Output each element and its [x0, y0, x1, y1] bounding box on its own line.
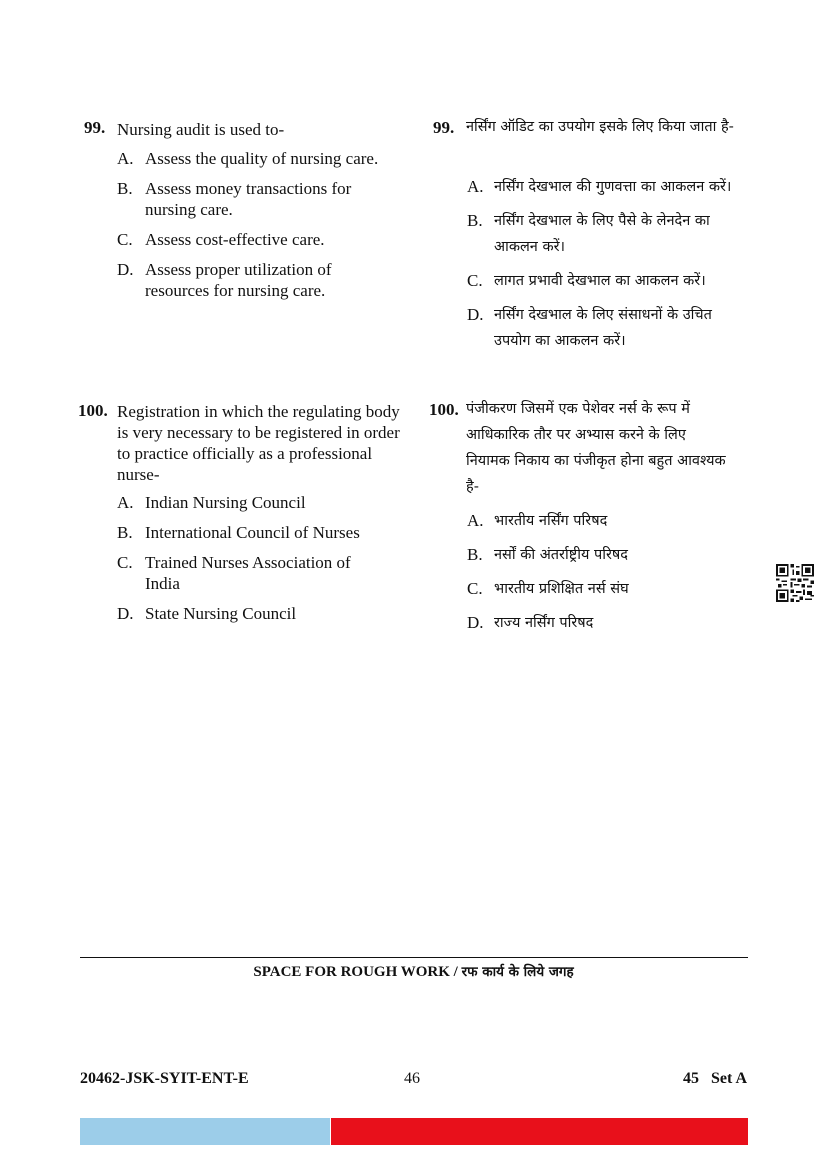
booklet-code: 20462-JSK-SYIT-ENT-E [80, 1070, 249, 1087]
option-text: State Nursing Council [145, 604, 297, 623]
footer-bar-blue [80, 1118, 330, 1145]
option-text: Assess money transactions for nursing care. [145, 179, 352, 219]
question-text: नर्सिंग ऑडिट का उपयोग इसके लिए किया जाता है- [466, 119, 734, 135]
option-d [117, 259, 402, 301]
rough-work-rule [80, 957, 748, 958]
option-text: Indian Nursing Council [145, 493, 306, 512]
option-letter: C. [117, 553, 133, 572]
options-list [467, 508, 747, 644]
option-d [117, 603, 402, 624]
option-a [117, 492, 402, 513]
option-text: Assess the quality of nursing care. [145, 149, 379, 168]
option-c [467, 268, 747, 294]
set-label: 45 Set A [683, 1070, 747, 1087]
option-text: Assess proper utilization of resources for nursing care. [145, 260, 332, 300]
option-letter: B. [467, 545, 483, 564]
options-list [117, 148, 402, 310]
options-list [117, 492, 402, 633]
option-d [467, 302, 747, 354]
option-letter: B. [117, 523, 133, 542]
option-d [467, 610, 747, 636]
option-c [467, 576, 747, 602]
question-number: 100. [429, 400, 459, 419]
option-text: नर्सिंग देखभाल की गुणवत्ता का आकलन करें। [494, 179, 732, 195]
option-b [467, 208, 747, 260]
option-letter: A. [117, 493, 134, 512]
option-letter: C. [467, 271, 483, 290]
option-a [467, 508, 747, 534]
question-text: Registration in which the regulating body is very necessary to be registered in order to practice officially as a professional nurse- [117, 402, 400, 484]
rough-work-label-hi: रफ कार्य के लिये जगह [461, 964, 574, 980]
option-letter: D. [467, 305, 484, 324]
page-number: 46 [404, 1070, 420, 1087]
option-text: Trained Nurses Association of India [145, 553, 351, 593]
option-text: भारतीय नर्सिंग परिषद [494, 513, 608, 529]
option-text: नर्सों की अंतर्राष्ट्रीय परिषद [494, 547, 628, 563]
option-a [117, 148, 402, 169]
option-letter: B. [467, 211, 483, 230]
question-number: 99. [433, 118, 455, 137]
option-letter: D. [467, 613, 484, 632]
option-c [117, 229, 402, 250]
option-text: लागत प्रभावी देखभाल का आकलन करें। [494, 273, 706, 289]
question-number: 99. [84, 118, 106, 137]
option-b [467, 542, 747, 568]
option-letter: A. [467, 177, 484, 196]
option-a [467, 174, 747, 200]
option-letter: B. [117, 179, 133, 198]
option-letter: A. [467, 511, 484, 530]
option-letter: D. [117, 604, 134, 623]
option-b [117, 178, 402, 220]
option-letter: D. [117, 260, 134, 279]
options-list [467, 174, 747, 362]
option-letter: C. [117, 230, 133, 249]
option-text: International Council of Nurses [145, 523, 360, 542]
option-b [117, 522, 402, 543]
option-text: Assess cost-effective care. [145, 230, 325, 249]
rough-work-label-en: SPACE FOR ROUGH WORK / [253, 964, 458, 980]
option-c [117, 552, 402, 594]
option-letter: C. [467, 579, 483, 598]
option-letter: A. [117, 149, 134, 168]
option-text: नर्सिंग देखभाल के लिए संसाधनों के उचित उपयोग का आकलन करें। [494, 307, 712, 349]
option-text: भारतीय प्रशिक्षित नर्स संघ [494, 581, 629, 597]
footer-bar-red [331, 1118, 748, 1145]
option-text: राज्य नर्सिंग परिषद [494, 615, 594, 631]
rough-work-label [0, 962, 827, 981]
question-text: पंजीकरण जिसमें एक पेशेवर नर्स के रूप में आधिकारिक तौर पर अभ्यास करने के लिए नियामक निकाय का पंजीकृत होना बहुत आवश्यक है- [466, 401, 726, 495]
qr-code-icon [776, 563, 814, 603]
option-text: नर्सिंग देखभाल के लिए पैसे के लेनदेन का आकलन करें। [494, 213, 710, 255]
question-number: 100. [78, 401, 108, 420]
question-text: Nursing audit is used to- [117, 120, 285, 139]
